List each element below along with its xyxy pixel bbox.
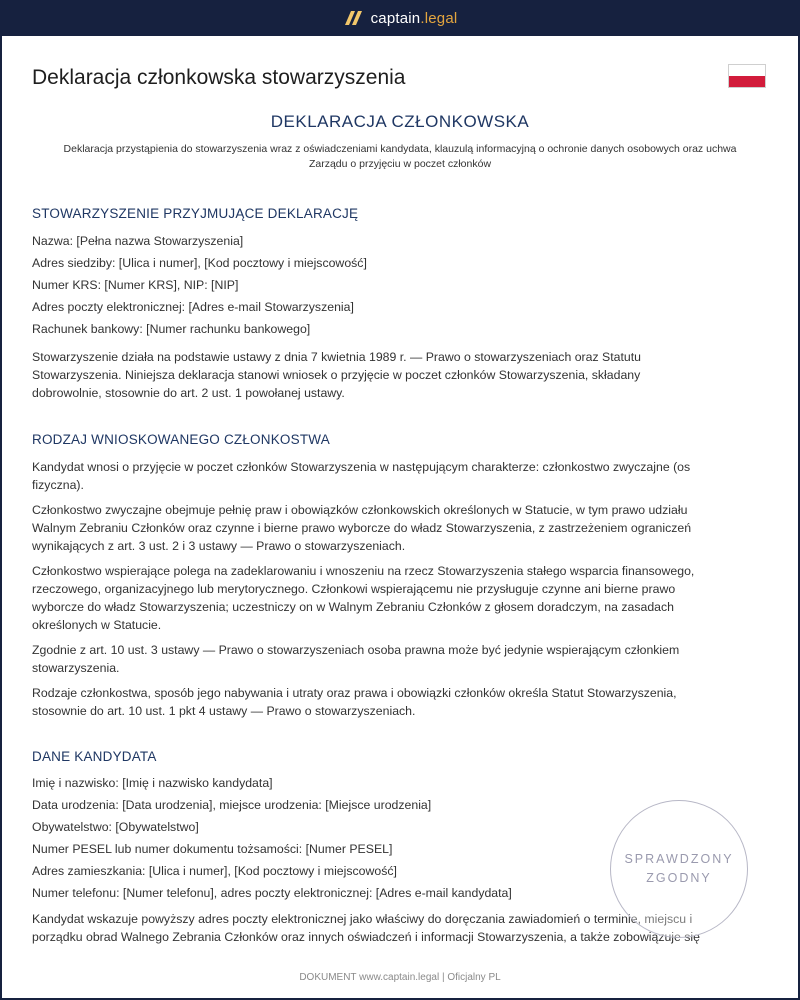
document-title: Deklaracja członkowska stowarzyszenia: [32, 66, 406, 89]
candidate-birth-line: Data urodzenia: [Data urodzenia], miejsce urodzenia: [Miejsce urodzenia]: [32, 798, 432, 812]
paragraph-line: Kandydat wnosi o przyjęcie w poczet członków Stowarzyszenia w następującym charakterze: członkostwo zwyczajne (os: [32, 460, 691, 474]
paragraph-line: stowarzyszenia.: [32, 661, 120, 675]
document-heading: DEKLARACJA CZŁONKOWSKA: [270, 112, 530, 131]
paragraph-line: Członkostwo wspierające polega na zadeklarowaniu i wnoszeniu na rzecz Stowarzyszenia stałego wsparcia finansowego,: [32, 564, 695, 578]
candidate-phone-line: Numer telefonu: [Numer telefonu], adres poczty elektronicznej: [Adres e-mail kandydata]: [32, 886, 512, 900]
association-krs-line: Numer KRS: [Numer KRS], NIP: [NIP]: [32, 278, 239, 292]
paragraph-line: stosownie do art. 10 ust. 1 pkt 4 ustawy — Prawo o stowarzyszeniach.: [32, 704, 416, 718]
subtitle-line: Deklaracja przystąpienia do stowarzyszenia wraz z oświadczeniami kandydata, klauzulą informacyjną o ochronie danych osobowych oraz uchwa: [63, 143, 737, 155]
subtitle-line: Zarządu o przyjęciu w poczet członków: [308, 158, 492, 170]
section-title-candidate: DANE KANDYDATA: [32, 749, 157, 764]
paragraph-line: rzeczowego, organizacyjnego lub merytorycznego. Członkowi wspierającemu nie przysługuje czynne ani bierne prawo: [32, 582, 676, 596]
candidate-name-line: Imię i nazwisko: [Imię i nazwisko kandydata]: [32, 776, 273, 790]
brand-name: captain.legal: [370, 9, 458, 27]
paragraph-line: Kandydat wskazuje powyższy adres poczty elektronicznej jako właściwy do doręczania zawiadomień o terminie, miejscu i: [32, 912, 693, 926]
association-email-line: Adres poczty elektronicznej: [Adres e-mail Stowarzyszenia]: [32, 300, 354, 314]
paragraph-line: fizyczna).: [32, 478, 84, 492]
frame-left-border: [0, 36, 2, 1000]
section-title-membership: RODZAJ WNIOSKOWANEGO CZŁONKOSTWA: [32, 432, 330, 447]
candidate-pesel-line: Numer PESEL lub numer dokumentu tożsamości: [Numer PESEL]: [32, 842, 393, 856]
association-name-line: Nazwa: [Pełna nazwa Stowarzyszenia]: [32, 234, 244, 248]
association-bank-line: Rachunek bankowy: [Numer rachunku bankowego]: [32, 322, 311, 336]
stamp-line: SPRAWDZONY: [624, 852, 734, 866]
candidate-address-line: Adres zamieszkania: [Ulica i numer], [Kod pocztowy i miejscowość]: [32, 864, 397, 878]
document-subtitle: [32, 142, 768, 172]
footer-text: DOKUMENT www.captain.legal | Oficjalny PL: [299, 972, 501, 983]
paragraph-line: określonych w Statucie.: [32, 618, 162, 632]
paragraph-line: dobrowolnie, stosownie do art. 2 ust. 1 powołanej ustawy.: [32, 386, 345, 400]
paragraph-line: Rodzaje członkostwa, sposób jego nabywania i utraty oraz prawa i obowiązki członków określa Statut Stowarzyszenia,: [32, 686, 677, 700]
paragraph-line: porządku obrad Walnego Zebrania Członków oraz innych oświadczeń i informacji Stowarzyszenia, a także zobowiązuje się: [32, 930, 701, 944]
stamp-line: ZGODNY: [646, 871, 712, 885]
top-bar: [0, 0, 800, 36]
brand-logo[interactable]: [343, 10, 458, 27]
candidate-citizenship-line: Obywatelstwo: [Obywatelstwo]: [32, 820, 199, 834]
association-address-line: Adres siedziby: [Ulica i numer], [Kod pocztowy i miejscowość]: [32, 256, 367, 270]
section-title-association: STOWARZYSZENIE PRZYJMUJĄCE DEKLARACJĘ: [32, 206, 359, 221]
captain-logo-icon: [343, 10, 363, 26]
verification-stamp: [610, 800, 748, 938]
paragraph-line: Walnym Zebraniu Członków oraz czynne i bierne prawo wyborcze do władz Stowarzyszenia, z zastrzeżeniem ograniczeń: [32, 521, 692, 535]
paragraph-line: Stowarzyszenia. Niniejsza deklaracja stanowi wniosek o przyjęcie w poczet członków Stowarzyszenia, składany: [32, 368, 641, 382]
paragraph-line: wyborcze do władz Stowarzyszenia; uczestniczy on w Walnym Zebraniu Członków z głosem doradczym, na zasadach: [32, 600, 674, 614]
paragraph-line: wynikających z art. 3 ust. 2 i 3 ustawy — Prawo o stowarzyszeniach.: [32, 539, 406, 553]
poland-flag-icon: [728, 64, 766, 88]
paragraph-line: Stowarzyszenie działa na podstawie ustawy z dnia 7 kwietnia 1989 r. — Prawo o stowarzyszeniach oraz Statutu: [32, 350, 642, 364]
paragraph-line: Członkostwo zwyczajne obejmuje pełnię praw i obowiązków członkowskich określonych w Statucie, w tym prawo udziału: [32, 503, 688, 517]
paragraph-line: Zgodnie z art. 10 ust. 3 ustawy — Prawo o stowarzyszeniach osoba prawna może być jedynie wspierającym członkiem: [32, 643, 680, 657]
